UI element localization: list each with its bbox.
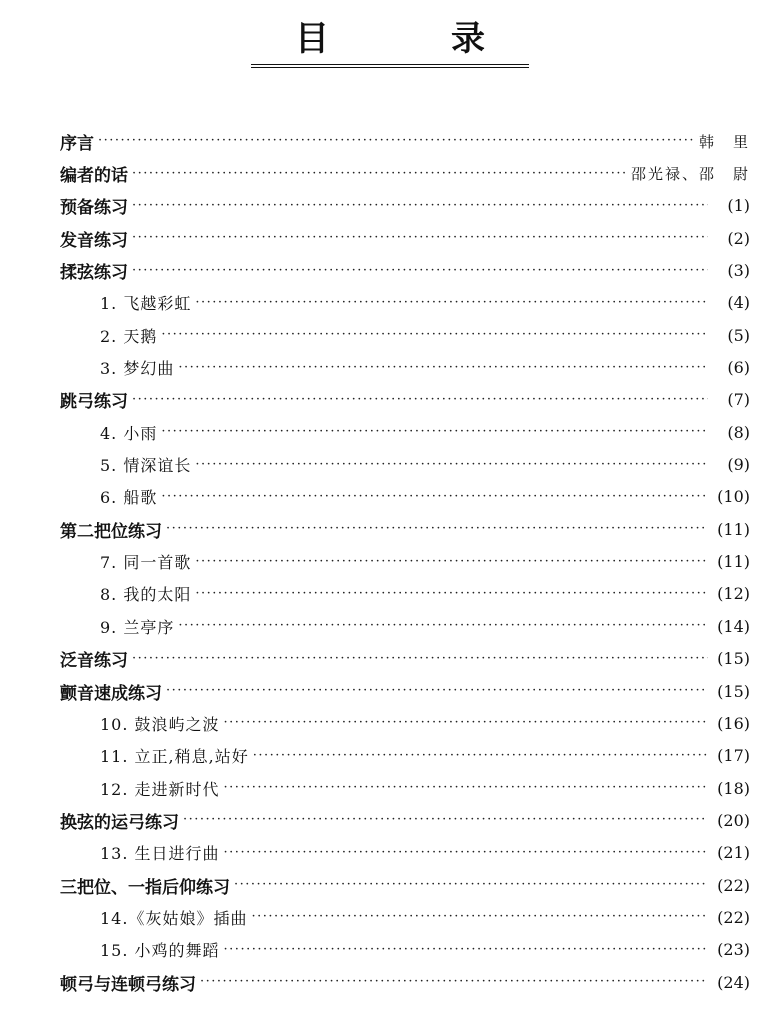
toc-entry[interactable]	[60, 254, 750, 286]
toc-list	[60, 125, 750, 998]
toc-entry-page: (9)	[727, 455, 750, 475]
toc-entry-label: 2. 天鹅	[100, 326, 158, 346]
dot-leader	[224, 846, 708, 860]
title-wrapper	[0, 18, 780, 68]
toc-entry-page: (14)	[717, 616, 750, 636]
toc-entry-label: 11. 立正,稍息,站好	[100, 747, 249, 767]
toc-entry[interactable]	[60, 643, 750, 675]
toc-entry-page: (6)	[727, 358, 750, 378]
toc-entry-page: (2)	[727, 228, 750, 248]
toc-subentry[interactable]	[60, 319, 750, 351]
toc-subentry[interactable]	[60, 740, 750, 772]
toc-entry-label: 10. 鼓浪屿之波	[100, 714, 220, 734]
toc-entry-label: 4. 小雨	[100, 423, 158, 443]
toc-subentry[interactable]	[60, 610, 750, 642]
toc-entry-label: 发音练习	[60, 230, 128, 251]
dot-leader	[178, 619, 708, 633]
toc-subentry[interactable]	[60, 837, 750, 869]
toc-entry[interactable]	[60, 966, 750, 998]
dot-leader	[253, 749, 708, 763]
toc-entry-label: 7. 同一首歌	[100, 553, 192, 573]
toc-entry-label: 换弦的运弓练习	[60, 812, 179, 833]
toc-entry-label: 顿弓与连顿弓练习	[60, 974, 196, 995]
toc-entry-page: (22)	[717, 875, 750, 895]
toc-entry[interactable]	[60, 222, 750, 254]
toc-entry-page: (1)	[727, 196, 750, 216]
toc-entry-page: (11)	[717, 552, 750, 572]
toc-entry-page: (18)	[717, 778, 750, 798]
dot-leader	[132, 652, 708, 666]
toc-subentry[interactable]	[60, 481, 750, 513]
toc-entry-label: 预备练习	[60, 198, 128, 219]
toc-subentry[interactable]	[60, 287, 750, 319]
dot-leader	[132, 199, 708, 213]
toc-entry-label: 8. 我的太阳	[100, 585, 192, 605]
toc-entry-page: (23)	[717, 940, 750, 960]
toc-entry-label: 颤音速成练习	[60, 683, 162, 704]
toc-entry-page: (10)	[717, 487, 750, 507]
dot-leader	[234, 878, 708, 892]
dot-leader	[200, 975, 708, 989]
toc-entry-label: 3. 梦幻曲	[100, 359, 175, 379]
dot-leader	[132, 167, 625, 181]
toc-entry-page: (16)	[717, 713, 750, 733]
toc-entry-author: 邵光禄、邵 尉	[630, 165, 750, 184]
dot-leader	[166, 684, 708, 698]
toc-entry-label: 13. 生日进行曲	[100, 844, 220, 864]
dot-leader	[98, 134, 693, 148]
dot-leader	[132, 264, 708, 278]
dot-leader	[195, 555, 708, 569]
toc-subentry[interactable]	[60, 707, 750, 739]
toc-entry-label: 6. 船歌	[100, 488, 158, 508]
dot-leader	[195, 587, 708, 601]
toc-entry-page: (20)	[717, 810, 750, 830]
dot-leader	[161, 328, 708, 342]
toc-subentry[interactable]	[60, 448, 750, 480]
dot-leader	[195, 458, 708, 472]
toc-entry-label: 9. 兰亭序	[100, 617, 175, 637]
dot-leader	[224, 781, 708, 795]
toc-entry-label: 泛音练习	[60, 651, 128, 672]
dot-leader	[183, 813, 708, 827]
toc-entry[interactable]	[60, 125, 750, 157]
toc-entry[interactable]	[60, 157, 750, 189]
dot-leader	[251, 910, 708, 924]
toc-entry-label: 5. 情深谊长	[100, 456, 192, 476]
toc-entry-page: (15)	[717, 649, 750, 669]
toc-entry[interactable]	[60, 869, 750, 901]
toc-entry-page: (3)	[727, 261, 750, 281]
toc-entry-label: 15. 小鸡的舞蹈	[100, 941, 220, 961]
toc-entry-label: 跳弓练习	[60, 392, 128, 413]
toc-entry-page: (7)	[727, 390, 750, 410]
toc-entry-label: 编者的话	[60, 166, 128, 187]
dot-leader	[161, 425, 708, 439]
toc-entry[interactable]	[60, 675, 750, 707]
toc-entry[interactable]	[60, 513, 750, 545]
toc-entry-page: (21)	[717, 843, 750, 863]
toc-entry-page: (5)	[727, 325, 750, 345]
toc-entry[interactable]	[60, 384, 750, 416]
page-title: 目 录	[251, 18, 529, 68]
toc-entry[interactable]	[60, 804, 750, 836]
toc-entry-label: 序言	[60, 133, 94, 154]
toc-entry-page: (8)	[727, 422, 750, 442]
dot-leader	[166, 522, 708, 536]
toc-entry-page: (15)	[717, 681, 750, 701]
toc-entry-page: (4)	[727, 293, 750, 313]
toc-entry-page: (11)	[717, 519, 750, 539]
toc-entry-label: 第二把位练习	[60, 521, 162, 542]
toc-entry-page: (22)	[717, 907, 750, 927]
dot-leader	[224, 943, 708, 957]
toc-entry[interactable]	[60, 190, 750, 222]
toc-subentry[interactable]	[60, 934, 750, 966]
dot-leader	[161, 490, 708, 504]
toc-subentry[interactable]	[60, 545, 750, 577]
toc-subentry[interactable]	[60, 772, 750, 804]
dot-leader	[132, 231, 708, 245]
toc-subentry[interactable]	[60, 416, 750, 448]
dot-leader	[132, 393, 708, 407]
toc-entry-label: 三把位、一指后仰练习	[60, 877, 230, 898]
toc-entry-label: 揉弦练习	[60, 263, 128, 284]
toc-subentry[interactable]	[60, 351, 750, 383]
toc-entry-page: (24)	[717, 972, 750, 992]
toc-entry-label: 14.《灰姑娘》插曲	[100, 908, 248, 928]
toc-entry-page: (12)	[717, 584, 750, 604]
dot-leader	[195, 296, 708, 310]
toc-entry-label: 12. 走进新时代	[100, 779, 220, 799]
dot-leader	[224, 716, 708, 730]
toc-entry-label: 1. 飞越彩虹	[100, 294, 192, 314]
toc-subentry[interactable]	[60, 578, 750, 610]
toc-entry-author: 韩 里	[698, 132, 750, 151]
toc-entry-page: (17)	[717, 746, 750, 766]
dot-leader	[178, 361, 708, 375]
toc-subentry[interactable]	[60, 901, 750, 933]
